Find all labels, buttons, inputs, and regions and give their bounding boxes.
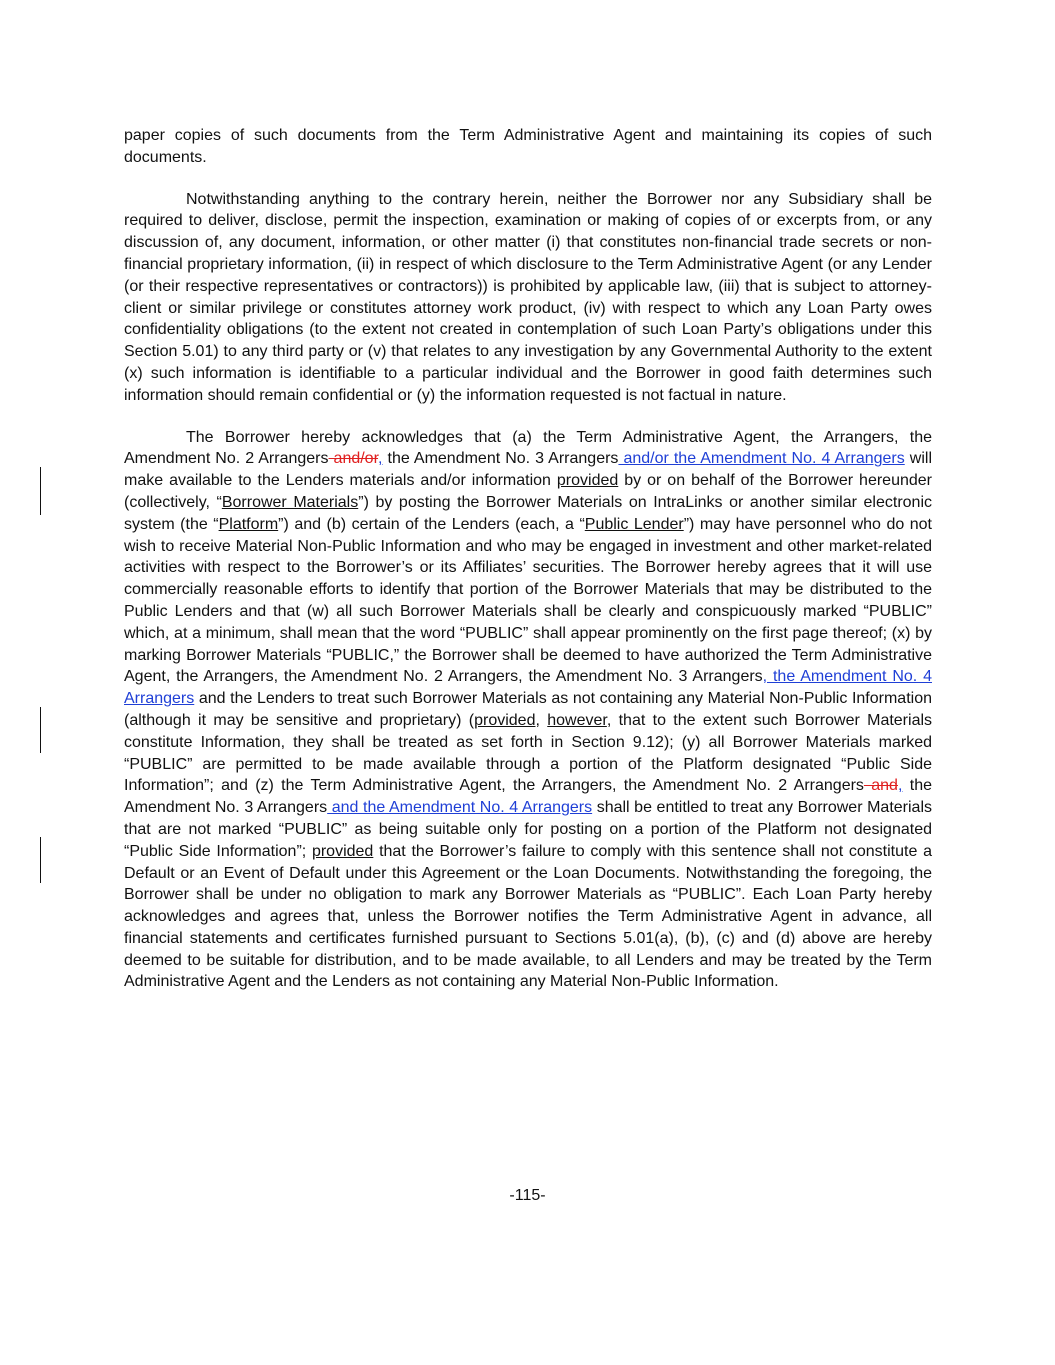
paragraph-continuation bbox=[124, 125, 932, 169]
deleted-text: and bbox=[863, 777, 898, 795]
text-run: Notwithstanding anything to the contrary herein, neither the Borrower nor any Subsidiary shall be required to deliver, disclose, permit the inspection, examination or making of copies of or excerpts from, or any discussion of, any document, information, or other matter (i) that constitutes non-financial trade secrets or non-financial proprietary information, (ii) in respect of which disclosure to the Term Administrative Agent (or any Lender (or their respective representatives or contractors)) is prohibited by applicable law, (iii) that is subject to attorney-client or similar privilege or constitutes attorney work product, (iv) with respect to which any Loan Party owes confidentiality obligations (to the extent not created in contemplation of such Loan Party’s obligations under this Section 5.01) to any third party or (v) that relates to any investigation by any Governmental Authority to the extent (x) such information is identifiable to a particular individual and the Borrower in good faith determines such information should remain confidential or (y) the information requested is not factual in nature. bbox=[124, 190, 932, 404]
defined-term: Public Lender bbox=[584, 515, 684, 533]
document-body bbox=[124, 125, 932, 1013]
text-run: The Borrower hereby acknowledges that (a) the Term Administrative Agent, the Arrangers, the Amendment No. 2 Arrangers bbox=[124, 428, 932, 468]
text-run: ”) by posting the Borrower Materials on IntraLinks or another similar electronic system (the “ bbox=[124, 493, 933, 533]
defined-term: Borrower Materials bbox=[221, 493, 359, 511]
text-run: that the Borrower’s failure to comply with this sentence shall not constitute a Default or an Event of Default under this Agreement or the Loan Documents. Notwithstanding the foregoing, the Borrower shall be under no obligation to mark any Borrower Materials as “PUBLIC”. Each Loan Party hereby acknowledges and agrees that, unless the Borrower notifies the Term Administrative Agent in advance, all financial statements and certificates furnished pursuant to Sections 5.01(a), (b), (c) and (d) above are hereby deemed to be suitable for distribution, and to be made available, to all Lenders and may be treated by the Term Administrative Agent and the Lenders as not containing any Material Non-Public Information. bbox=[124, 842, 933, 991]
inserted-text: , bbox=[378, 450, 383, 468]
text-run: , bbox=[535, 711, 548, 729]
paragraph-confidentiality bbox=[124, 189, 932, 407]
change-bar bbox=[40, 467, 41, 515]
defined-term: provided bbox=[311, 842, 374, 860]
inserted-text: and/or the Amendment No. 4 Arrangers bbox=[618, 450, 905, 468]
text-run: and the Lenders to treat such Borrower Materials as not containing any Material Non-Public Information (although it may be sensitive and proprietary) ( bbox=[124, 690, 932, 729]
change-bar bbox=[40, 707, 41, 753]
text-run: shall be entitled to treat any Borrower Materials that are not marked “PUBLIC” as being suitable only for posting on a portion of the Platform not designated “Public Side Information”; bbox=[124, 799, 933, 860]
inserted-text: , bbox=[897, 777, 903, 795]
text-run: the Amendment No. 3 Arrangers bbox=[382, 450, 619, 468]
defined-term: Platform bbox=[218, 515, 279, 533]
defined-term: provided bbox=[556, 472, 619, 490]
text-run: by or on behalf of the Borrower hereunder (collectively, “ bbox=[124, 472, 932, 511]
defined-term: however bbox=[547, 711, 607, 729]
page-number: -115- bbox=[509, 1187, 546, 1204]
text-run: ”) and (b) certain of the Lenders (each, a “ bbox=[278, 515, 585, 533]
paragraph-borrower-materials bbox=[124, 427, 932, 994]
text-run: will make available to the Lenders materials and/or information bbox=[124, 450, 932, 490]
text-run: paper copies of such documents from the Term Administrative Agent and maintaining its copies of such documents. bbox=[124, 127, 932, 166]
deleted-text: and/or bbox=[328, 450, 379, 468]
change-bar bbox=[40, 837, 41, 883]
text-run: ”) may have personnel who do not wish to receive Material Non-Public Information and who may be engaged in investment and other market-related activities with respect to the Borrower’s or its Affiliates’ securities. The Borrower hereby agrees that it will use commercially reasonable efforts to identify that portion of the Borrower Materials that may be distributed to the Public Lenders and that (w) all such Borrower Materials shall be clearly and conspicuously marked “PUBLIC” which, at a minimum, shall mean that the word “PUBLIC” shall appear prominently on the first page thereof; (x) by marking Borrower Materials “PUBLIC,” the Borrower shall be deemed to have authorized the Term Administrative Agent, the Arrangers, the Amendment No. 2 Arrangers, the Amendment No. 3 Arrangers bbox=[124, 515, 932, 686]
text-run: the Amendment No. 3 Arrangers bbox=[124, 777, 933, 817]
inserted-text: and the Amendment No. 4 Arrangers bbox=[327, 799, 593, 817]
text-run: , that to the extent such Borrower Materials constitute Information, they shall be treated as set forth in Section 9.12); (y) all Borrower Materials marked “PUBLIC” are permitted to be made available through a portion of the Platform designated “Public Side Information”; and (z) the Term Administrative Agent, the Arrangers, the Amendment No. 2 Arrangers bbox=[124, 711, 933, 795]
inserted-text: , the Amendment No. 4 Arrangers bbox=[124, 668, 932, 708]
defined-term: provided bbox=[474, 711, 536, 729]
